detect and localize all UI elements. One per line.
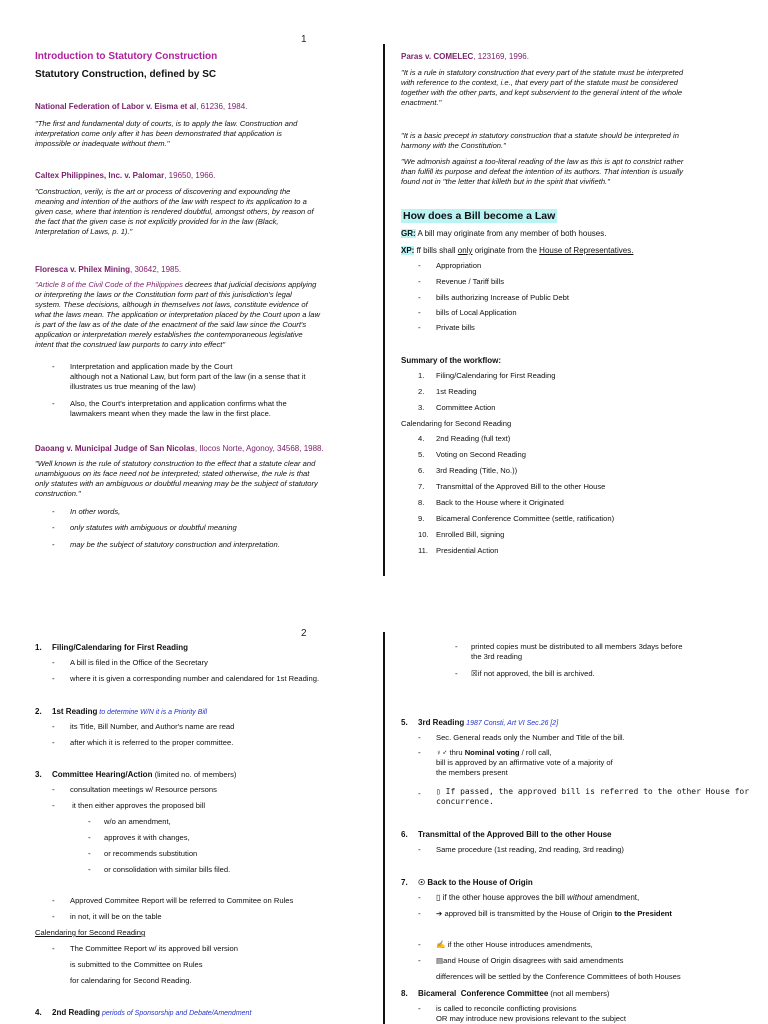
workflow-step: 3rd Reading (Title, No.)) <box>436 466 518 475</box>
quote-line: is part of the law as of the date of the enactment of the said law since the Court's <box>35 320 307 329</box>
bullet-dash: - <box>455 642 458 651</box>
bullet-text-part: ♀♂ thru <box>436 748 465 757</box>
workflow-step: Back to the House where it Originated <box>436 498 564 507</box>
case-name: Floresca v. Philex Mining <box>35 265 130 274</box>
quote-line <box>35 280 320 290</box>
list-number: 7. <box>418 482 425 491</box>
case-heading <box>35 170 215 181</box>
case-cite: , 123169, 1996. <box>473 52 529 61</box>
case-heading <box>35 264 181 275</box>
section-note: (not all members) <box>548 989 610 998</box>
section-note: to determine W/N it is a Priority Bill <box>97 709 208 716</box>
quote-line: together with the other parts, and kept subservient to the general intent of the whole <box>401 88 683 97</box>
bullet-emphasis: without <box>567 893 593 902</box>
bullet-text <box>436 748 552 758</box>
case-name: Paras v. COMELEC <box>401 52 474 61</box>
section-note: 1987 Consti, Art VI Sec.26 [2] <box>464 720 559 727</box>
bullet-dash: - <box>418 1004 421 1013</box>
section-title: Filing/Calendaring for First Reading <box>52 643 189 652</box>
bullet-text <box>436 892 639 903</box>
bullet-dash: - <box>52 896 55 905</box>
bullet-text: ✍ if the other House introduces amendments, <box>436 940 593 949</box>
quote-line: "Well known is the rule of statutory construction to the effect that a statute clear and <box>35 459 316 468</box>
xp-text: ff bills shall <box>414 246 458 255</box>
bullet-dash: - <box>88 817 91 826</box>
bullet-text: The Committee Report w/ its approved bill version <box>70 944 238 953</box>
bullet-text-part: / roll call, <box>519 748 552 757</box>
quote-line: harmony with the Constitution." <box>401 141 506 150</box>
list-number: 10. <box>418 530 429 539</box>
quote-line: construction." <box>35 489 81 498</box>
bullet-line: lawmakers meant when they made the law in the first place. <box>70 409 271 418</box>
bullet-text <box>436 1004 626 1024</box>
section-title <box>52 706 207 718</box>
xp-label: XP: <box>401 246 415 255</box>
list-number: 5. <box>418 450 425 459</box>
case-cite: , 61236, 1984. <box>196 102 248 111</box>
quote-line: found not in "the letter that killeth but in the spirit that vivifieth." <box>401 177 610 186</box>
general-rule <box>401 228 606 239</box>
list-number: 11. <box>418 546 428 555</box>
bullet-text: only statutes with ambiguous or doubtful meaning <box>70 523 237 532</box>
bullet-dash: - <box>52 658 55 667</box>
case-name: Caltex Philippines, Inc. v. Palomar <box>35 171 165 180</box>
bullet-emphasis: to the President <box>614 909 672 918</box>
case-heading <box>35 101 247 112</box>
bullet-dash: - <box>418 277 421 286</box>
bullet-line: illustrates us true meaning of the law) <box>70 382 196 391</box>
bullet-dash: - <box>418 956 421 965</box>
bullet-text: bills authorizing Increase of Public Debt <box>436 293 569 302</box>
list-number: 3. <box>35 770 42 779</box>
quote-emphasis: "Article 8 of the Civil Code of the Philippines <box>35 280 183 289</box>
workflow-step: Committee Action <box>436 403 496 412</box>
quote-line: the fact that the given case is not explicitly provided for in the law (Black, <box>35 217 279 226</box>
section-title: Transmittal of the Approved Bill to the other House <box>418 830 612 839</box>
quote-line: only statutes with an ambiguous or doubtful meaning may be the subject of statutory <box>35 479 318 488</box>
list-number: 3. <box>418 403 425 412</box>
bullet-dash: - <box>418 845 421 854</box>
quote-line: "It is a basic precept in statutory construction that a statute should be interpreted in <box>401 131 679 140</box>
list-number: 4. <box>35 1008 42 1017</box>
bullet-dash: - <box>52 912 55 921</box>
bullet-text: ▤and House of Origin disagrees with said amendments <box>436 956 624 965</box>
list-number: 7. <box>401 878 408 887</box>
bullet-text-part: ▯ if the other house approves the bill <box>436 893 568 902</box>
xp-emphasis: only <box>457 246 473 255</box>
bullet-dash: - <box>418 748 421 757</box>
bullet-line: concurrence. <box>436 797 494 806</box>
section-title <box>52 1007 251 1019</box>
section-title: ☉ Back to the House of Origin <box>418 878 533 887</box>
case-quote <box>35 459 318 499</box>
page-number: 1 <box>301 34 307 45</box>
workflow-step: 2nd Reading (full text) <box>436 434 511 443</box>
bullet-line: ▯ If passed, the approved bill is referred to the other House for <box>436 787 750 796</box>
bullet-line: printed copies must be distributed to all members 3days before <box>471 642 683 651</box>
quote-line: meaning and intention of the authors of the law with respect to its application to a <box>35 197 307 206</box>
quote-line: "Construction, verily, is the art or process of discovering and expounding the <box>35 187 291 196</box>
quote-line: interpretation come only after it has been demonstrated that application is <box>35 129 282 138</box>
quote-line: "It is a rule in statutory construction that every part of the statute must be interpreted <box>401 68 684 77</box>
calendaring-label: Calendaring for Second Reading <box>35 928 146 937</box>
section-title-text: 3rd Reading <box>418 718 465 727</box>
case-quote <box>35 280 320 350</box>
case-heading <box>401 51 529 62</box>
bullet-dash: - <box>52 738 55 747</box>
column-divider <box>383 632 385 1024</box>
column-divider <box>383 44 385 576</box>
case-name: National Federation of Labor v. Eisma et al <box>35 102 197 111</box>
section-title-text: Bicameral Conference Committee <box>418 989 549 998</box>
section-title <box>418 717 558 729</box>
bullet-text: Revenue / Tariff bills <box>436 277 505 286</box>
bullet-dash: - <box>52 801 55 810</box>
case-quote <box>35 187 314 237</box>
bullet-dash: - <box>52 722 55 731</box>
bullet-dash: - <box>418 733 421 742</box>
bullet-line: Also, the Court's interpretation and application confirms what the <box>70 399 287 408</box>
workflow-step: Bicameral Conference Committee (settle, ratification) <box>436 514 615 523</box>
bullet-dash: - <box>52 362 55 371</box>
quote-line: "The first and fundamental duty of courts, is to apply the law. Construction and <box>35 119 298 128</box>
bullet-line: bill is approved by an affirmative vote of a majority of <box>436 758 613 767</box>
bullet-text: bills of Local Application <box>436 308 517 317</box>
section-heading: How does a Bill become a Law <box>403 210 556 222</box>
bullet-dash: - <box>418 789 421 798</box>
bullet-text: may be the subject of statutory construction and interpretation. <box>70 540 280 549</box>
case-quote <box>401 157 683 187</box>
case-name: Daoang v. Municipal Judge of San Nicolas <box>35 444 195 453</box>
bullet-text: where it is given a corresponding number and calendared for 1st Reading. <box>70 674 320 683</box>
workflow-step: 1st Reading <box>436 387 477 396</box>
bullet-text: after which it is referred to the proper committee. <box>70 738 234 747</box>
quote-line: what the laws mean. The application or interpretation placed by the Court upon a law <box>35 310 320 319</box>
bullet-text: consultation meetings w/ Resource persons <box>70 785 217 794</box>
list-number: 4. <box>418 434 425 443</box>
xp-house: House of Representatives. <box>539 246 634 255</box>
bullet-text: Appropriation <box>436 261 482 270</box>
section-title <box>418 988 609 999</box>
bullet-text: A bill is filed in the Office of the Secretary <box>70 658 208 667</box>
bullet-dash: - <box>418 261 421 270</box>
sub-bullet-text: or recommends substitution <box>104 849 198 858</box>
bullet-line: Interpretation and application made by the Court <box>70 362 233 371</box>
case-quote <box>401 68 683 108</box>
bullet-dash: - <box>418 308 421 317</box>
list-number: 9. <box>418 514 425 523</box>
quote-line: than fulfill its purpose and defeat the intention of its authors. That intention is usually <box>401 167 683 176</box>
bullet-line: differences will be settled by the Conference Committees of both Houses <box>436 972 681 981</box>
list-number: 1. <box>35 643 42 652</box>
bullet-dash: - <box>52 399 55 408</box>
exception <box>401 245 633 256</box>
bullet-text-part: ➔ approved bill is transmitted by the House of Origin <box>436 909 615 918</box>
section-title <box>52 769 236 780</box>
bullet-line: OR may introduce new provisions relevant to the subject <box>436 1014 626 1023</box>
bullet-dash: - <box>52 523 55 532</box>
bullet-text <box>70 362 306 392</box>
bullet-dash: - <box>88 849 91 858</box>
section-title-text: Committee Hearing/Action <box>52 770 153 779</box>
bullet-dash: - <box>52 540 55 549</box>
workflow-step: Voting on Second Reading <box>436 450 526 459</box>
page-2 <box>0 606 768 1024</box>
list-number: 8. <box>401 989 408 998</box>
workflow-step: Enrolled Bill, signing <box>436 530 505 539</box>
bullet-line: is called to reconcile conflicting provisions <box>436 1004 577 1013</box>
page-number: 2 <box>301 628 307 639</box>
bullet-text: ☒if not approved, the bill is archived. <box>471 669 595 678</box>
bullet-text-part: amendment, <box>592 893 640 902</box>
bullet-dash: - <box>418 909 421 918</box>
calendaring-label: Calendaring for Second Reading <box>401 419 512 428</box>
quote-line: application or interpretation merely establishes the contemporaneous legislative <box>35 330 303 339</box>
bullet-line: although not a National Law, but form part of the law (in a sense that it <box>70 372 306 381</box>
quote-line: "We admonish against a too-literal reading of the law as this is apt to constrict rather <box>401 157 684 166</box>
bullet-line: the 3rd reading <box>471 652 523 661</box>
bullet-dash: - <box>418 940 421 949</box>
quote-line: Interpretation of Laws, p. 1)." <box>35 227 133 236</box>
bullet-dash: - <box>52 674 55 683</box>
bullet-text: Private bills <box>436 323 475 332</box>
list-number: 1. <box>418 371 425 380</box>
case-heading <box>35 443 324 454</box>
bullet-text: Same procedure (1st reading, 2nd reading, 3rd reading) <box>436 845 624 854</box>
bullet-text: In other words, <box>70 507 121 516</box>
sub-bullet-text: approves it with changes, <box>104 833 190 842</box>
workflow-step: Transmittal of the Approved Bill to the other House <box>436 482 606 491</box>
bullet-line: for calendaring for Second Reading. <box>70 976 192 985</box>
bullet-dash: - <box>88 833 91 842</box>
page-gap <box>0 588 768 606</box>
gr-text: A bill may originate from any member of both houses. <box>415 229 607 238</box>
bullet-line: is submitted to the Committee on Rules <box>70 960 203 969</box>
bullet-line: the members present <box>436 768 508 777</box>
sub-bullet-text: w/o an amendment, <box>104 817 171 826</box>
section-title-text: 1st Reading <box>52 707 98 716</box>
bullet-text: Sec. General reads only the Number and Title of the bill. <box>436 733 625 742</box>
gr-label: GR: <box>401 229 416 238</box>
bullet-text: it then either approves the proposed bill <box>70 801 206 810</box>
section-note: periods of Sponsorship and Debate/Amendment <box>100 1010 252 1017</box>
list-number: 2. <box>418 387 425 396</box>
bullet-text <box>436 787 749 807</box>
list-number: 6. <box>401 830 408 839</box>
workflow-step: Filing/Calendaring for First Reading <box>436 371 556 380</box>
bullet-dash: - <box>418 293 421 302</box>
bullet-text: Approved Commitee Report will be referred to Commitee on Rules <box>70 896 294 905</box>
sub-bullet-text: or consolidation with similar bills filed. <box>104 865 231 874</box>
quote-line: enactment." <box>401 98 442 107</box>
quote-line: unambiguous on its face need not be interpreted; stated otherwise, the rule is that <box>35 469 310 478</box>
list-number: 6. <box>418 466 425 475</box>
bullet-dash: - <box>52 507 55 516</box>
list-number: 5. <box>401 718 408 727</box>
quote-line: given case, where that intention is rendered doubtful, amongst others, by reason of <box>35 207 314 216</box>
bullet-dash: - <box>418 323 421 332</box>
bullet-dash: - <box>52 785 55 794</box>
section-title-text: 2nd Reading <box>52 1008 101 1017</box>
quote-line: intent that the construed law purports to carry into effect" <box>35 340 226 349</box>
bullet-dash: - <box>52 944 55 953</box>
case-quote <box>35 119 297 149</box>
quote-line: or interpreting the laws or the Constitution form part of this jurisdiction's legal <box>35 290 292 299</box>
list-number: 2. <box>35 707 42 716</box>
bullet-text: its Title, Bill Number, and Author's name are read <box>70 722 235 731</box>
quote-text: decrees that judicial decisions applying <box>182 280 317 289</box>
bullet-dash: - <box>88 865 91 874</box>
bullet-dash: - <box>418 893 421 902</box>
case-cite: , 19650, 1966. <box>164 171 216 180</box>
case-cite: , 30642, 1985. <box>130 265 182 274</box>
quote-line: system. These decisions, although in themselves not laws, constitute evidence of <box>35 300 308 309</box>
bullet-text <box>436 909 672 919</box>
doc-title: Introduction to Statutory Construction <box>35 51 218 62</box>
bullet-text: in not, it will be on the table <box>70 912 162 921</box>
case-quote <box>401 131 679 151</box>
case-cite: , Ilocos Norte, Agonoy, 34568, 1988. <box>194 444 324 453</box>
bullet-emphasis: Nominal voting <box>464 748 520 757</box>
section-note: (limited no. of members) <box>152 770 237 779</box>
list-number: 8. <box>418 498 425 507</box>
quote-line: with reference to the context, i.e., that every part of the statute must be considered <box>401 78 678 87</box>
doc-subtitle: Statutory Construction, defined by SC <box>35 69 217 80</box>
quote-line: impossible or inadequate without them." <box>35 139 170 148</box>
bullet-dash: - <box>455 669 458 678</box>
bullet-text <box>471 642 682 662</box>
workflow-step: Presidential Action <box>436 546 499 555</box>
bullet-text <box>70 399 287 419</box>
summary-title: Summary of the workflow: <box>401 356 502 365</box>
xp-text: originate from the <box>472 246 540 255</box>
